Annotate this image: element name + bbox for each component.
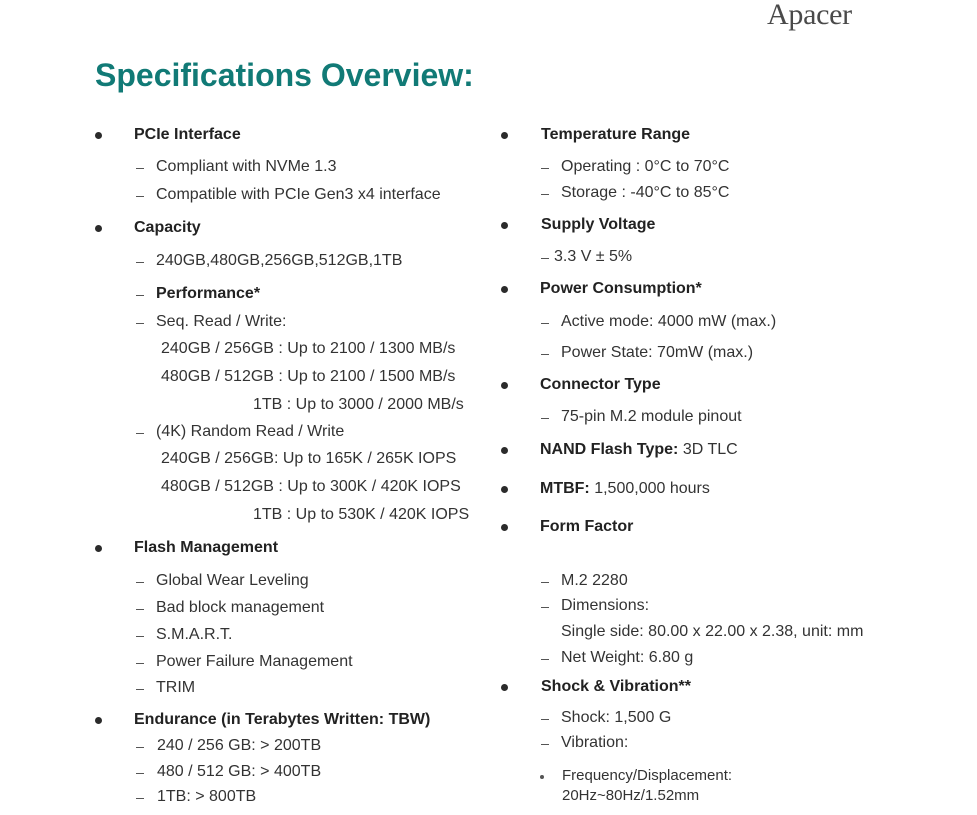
dash-icon: [136, 773, 144, 774]
random-line: 1TB : Up to 530K / 420K IOPS: [253, 506, 470, 523]
section-heading-connector: Connector Type: [540, 376, 661, 393]
random-line: 240GB / 256GB: Up to 165K / 265K IOPS: [161, 450, 457, 467]
section-heading-supply-voltage: Supply Voltage: [541, 216, 656, 233]
bullet-icon: [501, 382, 508, 389]
dash-icon: [541, 258, 549, 259]
seq-line: 480GB / 512GB : Up to 2100 / 1500 MB/s: [161, 368, 456, 385]
seq-line: 1TB : Up to 3000 / 2000 MB/s: [253, 396, 464, 413]
dash-icon: [136, 689, 144, 690]
dash-icon: [136, 262, 144, 263]
endurance-item: 240 / 256 GB: > 200TB: [157, 737, 322, 754]
bullet-icon: [501, 524, 508, 531]
dash-icon: [136, 747, 144, 748]
connector-item: 75-pin M.2 module pinout: [561, 408, 742, 425]
power-item: Power State: 70mW (max.): [561, 344, 754, 361]
pcie-item: Compatible with PCIe Gen3 x4 interface: [156, 186, 441, 203]
bullet-icon: [95, 545, 102, 552]
section-heading-shock-vibration: Shock & Vibration**: [541, 678, 691, 695]
dash-icon: [136, 663, 144, 664]
bullet-icon: [501, 132, 508, 139]
frequency-line-1: Frequency/Displacement:: [562, 767, 733, 784]
endurance-item: 480 / 512 GB: > 400TB: [157, 763, 322, 780]
flash-item: Bad block management: [156, 599, 325, 616]
bullet-icon: [501, 286, 508, 293]
random-label: (4K) Random Read / Write: [156, 423, 345, 440]
bullet-icon: [95, 717, 102, 724]
bullet-icon: [501, 486, 508, 493]
dash-icon: [541, 323, 549, 324]
shock-value: Shock: 1,500 G: [561, 709, 672, 726]
flash-item: S.M.A.R.T.: [156, 626, 233, 643]
bullet-icon: [501, 447, 508, 454]
dimensions-value: Single side: 80.00 x 22.00 x 2.38, unit: mm: [561, 623, 864, 640]
flash-item: TRIM: [156, 679, 196, 696]
dash-icon: [136, 582, 144, 583]
temperature-item: Storage : -40°C to 85°C: [561, 184, 730, 201]
small-bullet-icon: [540, 775, 544, 779]
bullet-icon: [501, 222, 508, 229]
dash-icon: [136, 609, 144, 610]
voltage-value: 3.3 V ± 5%: [554, 248, 633, 265]
flash-item: Power Failure Management: [156, 653, 353, 670]
dash-icon: [541, 354, 549, 355]
vibration-label: Vibration:: [561, 734, 629, 751]
nand-label: NAND Flash Type:: [540, 441, 679, 458]
bullet-icon: [501, 684, 508, 691]
section-heading-flash-management: Flash Management: [134, 539, 279, 556]
capacity-sizes: 240GB,480GB,256GB,512GB,1TB: [156, 252, 403, 269]
dash-icon: [136, 295, 144, 296]
page-title: Specifications Overview:: [95, 57, 474, 93]
nand-value: 3D TLC: [678, 441, 738, 458]
mtbf-value: 1,500,000 hours: [589, 480, 710, 497]
section-heading-temperature: Temperature Range: [541, 126, 691, 143]
mtbf-label: MTBF:: [540, 480, 590, 497]
dash-icon: [541, 659, 549, 660]
section-heading-endurance: Endurance (in Terabytes Written: TBW): [134, 711, 431, 728]
mtbf-line: [540, 479, 710, 499]
temperature-item: Operating : 0°C to 70°C: [561, 158, 730, 175]
dash-icon: [136, 636, 144, 637]
dash-icon: [136, 433, 144, 434]
frequency-line-2: 20Hz~80Hz/1.52mm: [562, 787, 700, 804]
power-item: Active mode: 4000 mW (max.): [561, 313, 777, 330]
section-heading-capacity: Capacity: [134, 219, 201, 236]
dash-icon: [136, 168, 144, 169]
performance-label: Performance*: [156, 285, 261, 302]
dash-icon: [541, 607, 549, 608]
bullet-icon: [95, 132, 102, 139]
form-factor-model: M.2 2280: [561, 572, 628, 589]
dimensions-label: Dimensions:: [561, 597, 650, 614]
pcie-item: Compliant with NVMe 1.3: [156, 158, 337, 175]
dash-icon: [136, 798, 144, 799]
flash-item: Global Wear Leveling: [156, 572, 309, 589]
dash-icon: [541, 418, 549, 419]
seq-label: Seq. Read / Write:: [156, 313, 287, 330]
dash-icon: [541, 744, 549, 745]
seq-line: 240GB / 256GB : Up to 2100 / 1300 MB/s: [161, 340, 456, 357]
bullet-icon: [95, 225, 102, 232]
endurance-item: 1TB: > 800TB: [157, 788, 257, 805]
section-heading-form-factor: Form Factor: [540, 518, 634, 535]
dash-icon: [541, 194, 549, 195]
nand-line: [540, 440, 738, 460]
dash-icon: [136, 196, 144, 197]
dash-icon: [541, 719, 549, 720]
section-heading-power: Power Consumption*: [540, 280, 702, 297]
brand-logo: Apacer: [767, 0, 852, 31]
dash-icon: [541, 582, 549, 583]
dash-icon: [136, 323, 144, 324]
random-line: 480GB / 512GB : Up to 300K / 420K IOPS: [161, 478, 461, 495]
section-heading-pcie: PCIe Interface: [134, 126, 241, 143]
net-weight: Net Weight: 6.80 g: [561, 649, 694, 666]
dash-icon: [541, 168, 549, 169]
